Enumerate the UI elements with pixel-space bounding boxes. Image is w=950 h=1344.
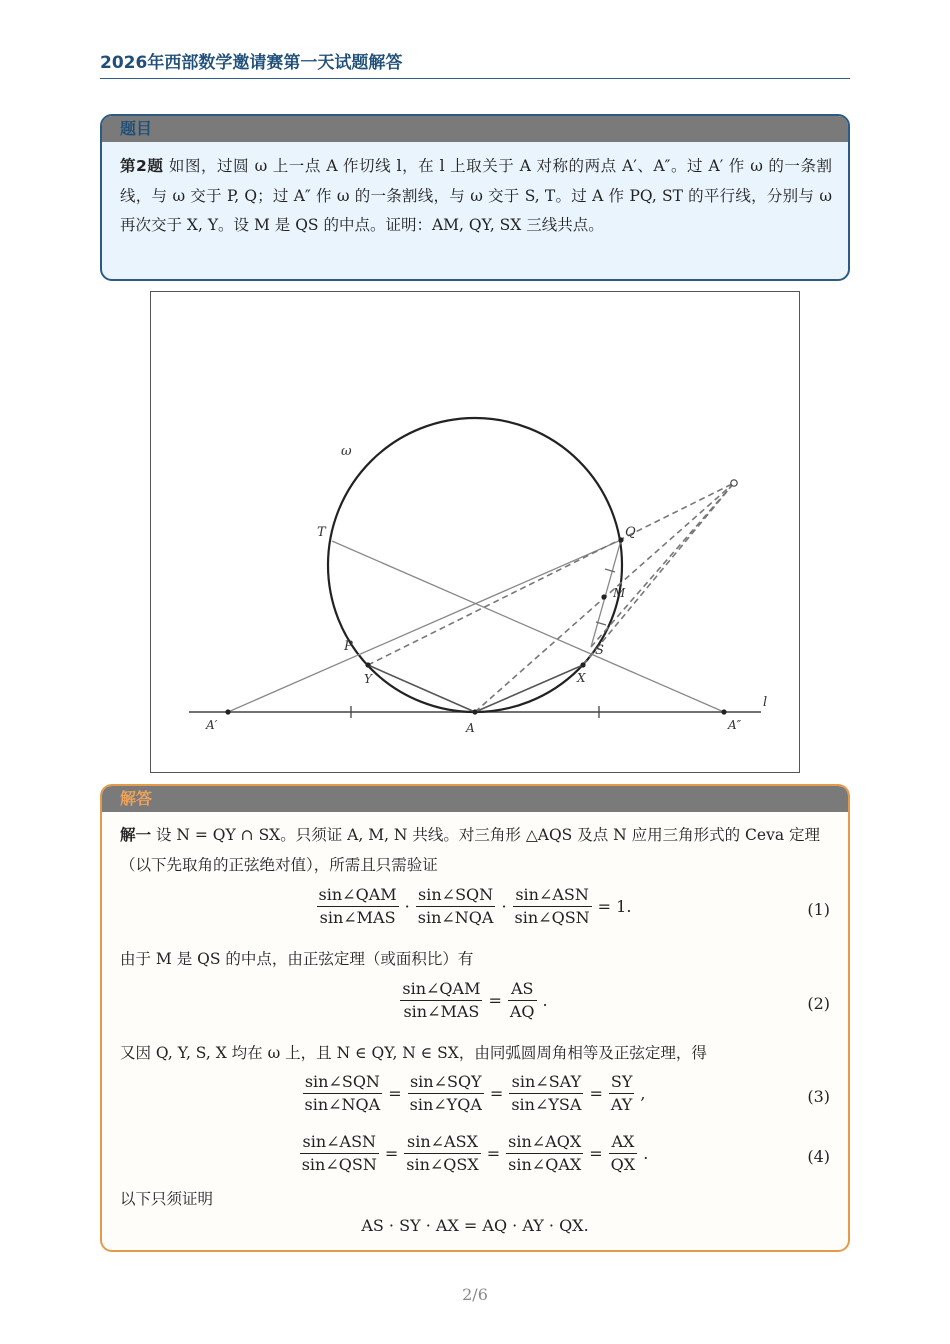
eq4-frac3-num: sin∠AQX	[506, 1131, 583, 1154]
eq1-rhs: = 1.	[597, 897, 632, 916]
eq1-number: (1)	[807, 900, 830, 919]
equation-2: $\frac{\text{sin∠QAM}}{\text{sin∠MAS}}$ = $\frac{AS}{AQ}$ .	[402, 979, 548, 1021]
dashed-SN	[591, 483, 734, 647]
eq1-frac1-num: sin∠QAM	[317, 884, 399, 907]
equation-3: $\frac{\text{sin∠SQN}}{\text{sin∠NQA}}$ = $\frac{\text{sin∠SQY}}{\text{sin∠YQA}}$ = $\frac{\text{sin∠SAY}}{\text{sin∠YSA}}$ = $\frac{SY}{AY}$ ,	[304, 1072, 646, 1114]
label-Q: Q	[625, 525, 636, 540]
eq4-frac2-den: sin∠QSX	[406, 1155, 479, 1174]
eq4-frac1-den: sin∠QSN	[301, 1155, 377, 1174]
chord-AY	[368, 665, 475, 712]
label-Y: Y	[364, 672, 372, 686]
eq3-frac2-den: sin∠YQA	[409, 1095, 482, 1114]
label-S: S	[595, 643, 604, 658]
eq4-frac4-num: AX	[609, 1131, 638, 1154]
equal-mark-1	[605, 569, 615, 572]
eq3-frac3-den: sin∠YSA	[511, 1095, 582, 1114]
eq3-frac4-den: AY	[610, 1095, 633, 1114]
label-A: A	[466, 721, 475, 735]
point-A	[472, 709, 477, 714]
final-equation: AS · SY · AX = AQ · AY · QX.	[361, 1216, 589, 1235]
problem-label: 第2题	[120, 157, 164, 175]
solution-intro	[120, 820, 832, 880]
page-header	[100, 50, 850, 79]
point-A2	[721, 709, 726, 714]
label-M: M	[613, 586, 626, 600]
eq3-frac4-num: SY	[609, 1071, 635, 1094]
solution-line-3: 又因 Q, Y, S, X 均在 ω 上，且 N ∈ QY, N ∈ SX，由同弧圆周角相等及正弦定理，得	[120, 1044, 707, 1062]
figure-svg	[151, 292, 801, 774]
solution-box-title: 解答	[102, 786, 848, 812]
eq1-frac3-den: sin∠QSN	[514, 908, 590, 927]
solution-line-2: 由于 M 是 QS 的中点，由正弦定理（或面积比）有	[120, 950, 474, 968]
eq2-frac1-num: sin∠QAM	[400, 978, 482, 1001]
eq3-frac2-num: sin∠SQY	[408, 1071, 484, 1094]
eq1-frac1-den: sin∠MAS	[319, 908, 396, 927]
eq4-frac2-num: sin∠ASX	[404, 1131, 481, 1154]
eq3-number: (3)	[807, 1087, 830, 1106]
equation-4: $\frac{\text{sin∠ASN}}{\text{sin∠QSN}}$ = $\frac{\text{sin∠ASX}}{\text{sin∠QSX}}$ = $\frac{\text{sin∠AQX}}{\text{sin∠QAX}}$ = $\frac{AX}{QX}$ .	[301, 1132, 649, 1174]
eq3-frac1-num: sin∠SQN	[303, 1071, 383, 1094]
eq4-frac1-num: sin∠ASN	[300, 1131, 379, 1154]
problem-box-title: 题目	[102, 116, 848, 142]
point-Q	[618, 537, 623, 542]
solution-intro-text: 设 N = QY ∩ SX。只须证 A, M, N 共线。对三角形 △AQS 及点 N 应用三角形式的 Ceva 定理（以下先取角的正弦绝对值），所需且只需验证	[120, 826, 821, 874]
label-T: T	[317, 525, 326, 540]
eq3-frac1-den: sin∠NQA	[304, 1095, 381, 1114]
problem-box	[100, 114, 850, 281]
label-X: X	[577, 671, 586, 685]
point-N	[731, 480, 737, 486]
secant-A1-PQ	[228, 540, 621, 712]
point-Y	[365, 662, 370, 667]
problem-text: 如图，过圆 ω 上一点 A 作切线 l，在 l 上取关于 A 对称的两点 A′、A″。过 A′ 作 ω 的一条割线，与 ω 交于 P, Q；过 A″ 作 ω 的一条割线，与 ω 交于 S, T。过 A 作 PQ, ST 的平行线，分别与 ω 再次交于 X, Y。设 M 是 QS 的中点。证明：AM, QY, SX 三线共点。	[120, 157, 832, 234]
label-l: l	[763, 695, 768, 710]
point-A1	[225, 709, 230, 714]
eq4-number: (4)	[807, 1147, 830, 1166]
solution-label: 解一	[120, 826, 152, 844]
problem-statement	[120, 152, 832, 241]
chord-AX	[475, 665, 583, 712]
eq1-frac2-den: sin∠NQA	[417, 908, 494, 927]
point-X	[580, 662, 585, 667]
label-A1: A′	[206, 718, 218, 732]
label-A2: A″	[728, 718, 742, 732]
equation-1: $\frac{\text{sin∠QAM}}{\text{sin∠MAS}}$ · $\frac{\text{sin∠SQN}}{\text{sin∠NQA}}$ · $\frac{\text{sin∠ASN}}{\text{sin∠QSN}}$ = 1.	[318, 885, 632, 927]
solution-box	[100, 784, 850, 1252]
label-omega: ω	[341, 444, 352, 459]
geometry-figure	[150, 291, 800, 773]
eq4-frac4-den: QX	[610, 1155, 636, 1174]
label-P: P	[344, 639, 353, 654]
eq2-number: (2)	[807, 994, 830, 1013]
page-number: 2/6	[462, 1285, 488, 1304]
header-title: 2026年西部数学邀请赛第一天试题解答	[100, 53, 403, 73]
dashed-SX	[583, 483, 734, 665]
eq3-frac3-num: sin∠SAY	[509, 1071, 583, 1094]
solution-line-4: 以下只须证明	[120, 1190, 214, 1208]
eq2-frac2-num: AS	[508, 978, 537, 1001]
eq4-frac3-den: sin∠QAX	[508, 1155, 582, 1174]
dashed-QY	[368, 483, 734, 665]
point-M	[601, 594, 606, 599]
eq2-frac2-den: AQ	[509, 1002, 535, 1021]
eq1-frac2-num: sin∠SQN	[416, 884, 496, 907]
eq2-frac1-den: sin∠MAS	[403, 1002, 480, 1021]
eq1-frac3-num: sin∠ASN	[513, 884, 592, 907]
